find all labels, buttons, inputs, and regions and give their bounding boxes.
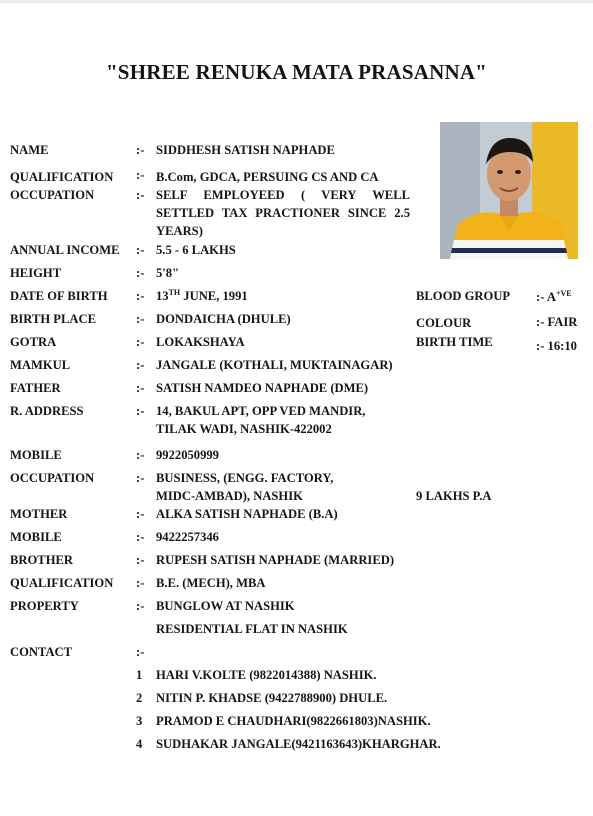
blood-group-value (536, 288, 572, 306)
contact-number: 1 (136, 668, 143, 682)
dob-rest: JUNE, 1991 (180, 289, 248, 303)
colour-text: FAIR (547, 315, 578, 329)
address-label: R. ADDRESS (10, 404, 84, 418)
mother-mobile-value: 9422257346 (156, 530, 219, 544)
mother-label: MOTHER (10, 507, 68, 521)
address-line-1: 14, BAKUL APT, OPP VED MANDIR, (156, 404, 366, 418)
father-label: FATHER (10, 381, 61, 395)
dob-value (156, 287, 248, 305)
brother-value: RUPESH SATISH NAPHADE (MARRIED) (156, 553, 395, 567)
contact-item: SUDHAKAR JANGALE(9421163643)KHARGHAR. (156, 737, 441, 751)
separator: :- (136, 507, 145, 521)
brother-qualification-value: B.E. (MECH), MBA (156, 576, 266, 590)
separator: :- (136, 266, 145, 280)
separator: :- (136, 471, 145, 485)
annual-income-value: 5.5 - 6 LAKHS (156, 243, 236, 257)
person-photo-illustration (440, 122, 578, 259)
colour-label: COLOUR (416, 316, 472, 330)
name-label: NAME (10, 143, 49, 157)
name-value: SIDDHESH SATISH NAPHADE (156, 143, 335, 157)
separator: :- (136, 243, 145, 257)
separator: :- (136, 188, 145, 202)
blood-group-letter: A (546, 290, 556, 304)
separator: :- (136, 358, 145, 372)
birth-time-value (536, 337, 577, 355)
blood-group-label: BLOOD GROUP (416, 289, 511, 303)
separator: :- (136, 312, 145, 326)
mobile-value: 9922050999 (156, 448, 219, 462)
contact-item: PRAMOD E CHAUDHARI(9822661803)NASHIK. (156, 714, 431, 728)
separator: :- (136, 289, 145, 303)
property-label: PROPERTY (10, 599, 79, 613)
separator: :- (136, 143, 145, 157)
contact-number: 3 (136, 714, 143, 728)
top-border (0, 0, 593, 3)
blood-group-rh: +VE (555, 288, 572, 298)
gotra-value: LOKAKSHAYA (156, 335, 245, 349)
qualification-label: QUALIFICATION (10, 170, 114, 184)
father-value: SATISH NAMDEO NAPHADE (DME) (156, 381, 369, 395)
contact-item: NITIN P. KHADSE (9422788900) DHULE. (156, 691, 388, 705)
mamkul-value: JANGALE (KOTHALI, MUKTAINAGAR) (156, 358, 393, 372)
brother-label: BROTHER (10, 553, 73, 567)
separator: :- (136, 335, 145, 349)
separator: :- (136, 576, 145, 590)
colour-value (536, 313, 577, 331)
separator: :- (536, 339, 545, 353)
father-occupation-label: OCCUPATION (10, 471, 95, 485)
father-occupation-line-2: MIDC-AMBAD), NASHIK (156, 489, 303, 503)
qualification-value: B.Com, GDCA, PERSUING CS AND CA (156, 170, 379, 184)
birth-place-value: DONDAICHA (DHULE) (156, 312, 291, 326)
height-value: 5'8" (156, 266, 180, 280)
separator: :- (136, 404, 145, 418)
mamkul-label: MAMKUL (10, 358, 71, 372)
separator: :- (536, 315, 545, 329)
birth-place-label: BIRTH PLACE (10, 312, 96, 326)
separator: :- (136, 599, 145, 613)
gotra-label: GOTRA (10, 335, 57, 349)
property-line-1: BUNGLOW AT NASHIK (156, 599, 295, 613)
dob-label: DATE OF BIRTH (10, 289, 108, 303)
profile-photo (440, 122, 578, 259)
separator: :- (536, 290, 545, 304)
property-line-2: RESIDENTIAL FLAT IN NASHIK (156, 622, 348, 636)
birth-time-label: BIRTH TIME (416, 335, 493, 349)
separator: :- (136, 448, 145, 462)
mother-value: ALKA SATISH NAPHADE (B.A) (156, 507, 338, 521)
annual-income-label: ANNUAL INCOME (10, 243, 120, 257)
separator: :- (136, 168, 145, 182)
occupation-label: OCCUPATION (10, 188, 95, 202)
brother-qualification-label: QUALIFICATION (10, 576, 114, 590)
address-line-2: TILAK WADI, NASHIK-422002 (156, 422, 332, 436)
contact-number: 2 (136, 691, 143, 705)
mobile-label: MOBILE (10, 448, 62, 462)
contact-number: 4 (136, 737, 143, 751)
birth-time-text: 16:10 (547, 339, 577, 353)
father-income-value: 9 LAKHS P.A (416, 489, 492, 503)
separator: :- (136, 553, 145, 567)
contact-item: HARI V.KOLTE (9822014388) NASHIK. (156, 668, 377, 682)
occupation-value: SELF EMPLOYEED ( VERY WELL SETTLED TAX PRACTIONER SINCE 2.5 YEARS) (156, 188, 410, 238)
separator: :- (136, 381, 145, 395)
mother-mobile-label: MOBILE (10, 530, 62, 544)
dob-day: 13 (156, 289, 169, 303)
height-label: HEIGHT (10, 266, 62, 280)
dob-suffix: TH (168, 287, 181, 297)
separator: :- (136, 645, 145, 659)
contact-label: CONTACT (10, 645, 73, 659)
separator: :- (136, 530, 145, 544)
father-occupation-line-1: BUSINESS, (ENGG. FACTORY, (156, 471, 334, 485)
page-title: "SHREE RENUKA MATA PRASANNA" (105, 60, 488, 84)
